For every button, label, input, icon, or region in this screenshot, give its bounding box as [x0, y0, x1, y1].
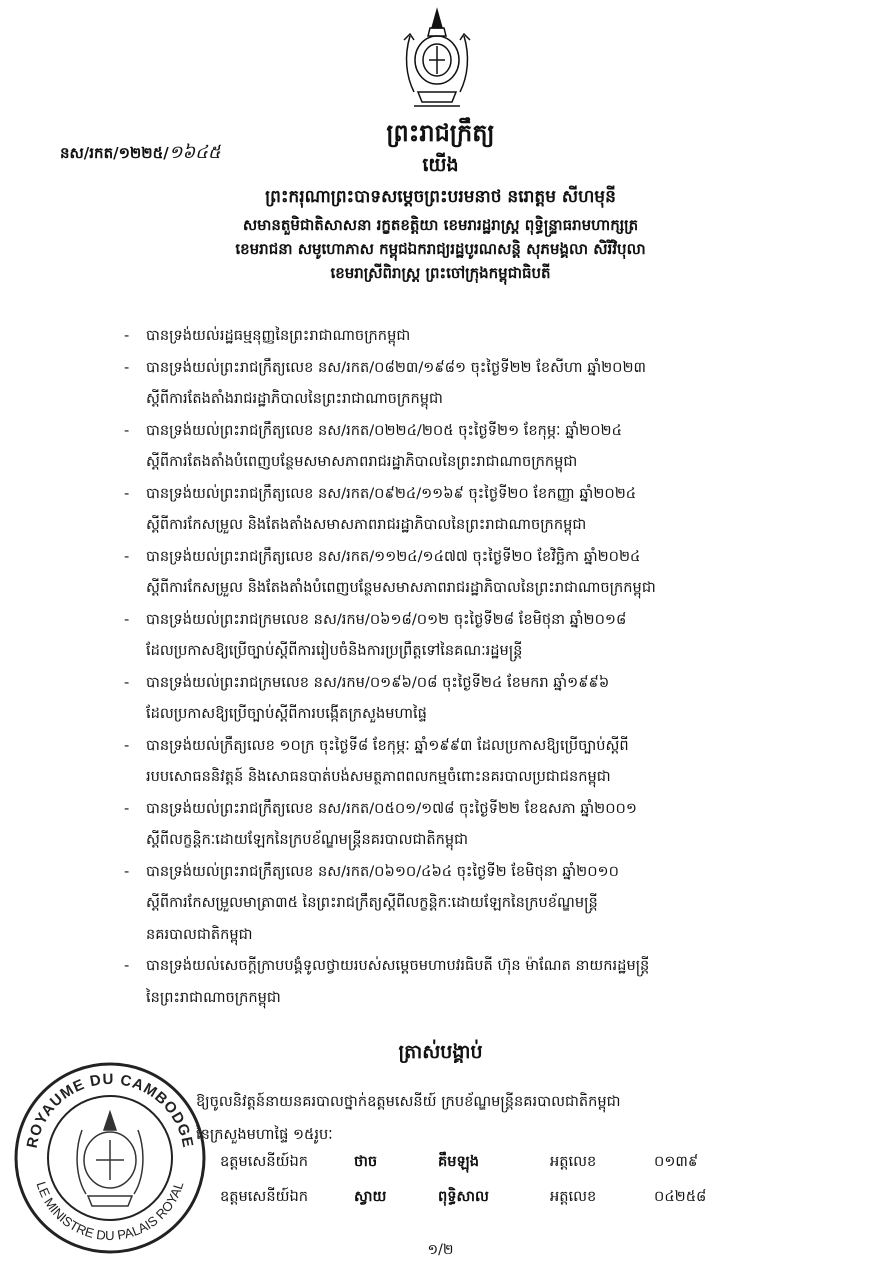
reference-line: ស្តីពីការតែងតាំងរាជរដ្ឋាភិបាលនៃព្រះរាជាណាចក្រកម្ពុជា [146, 390, 443, 407]
king-titles-line-2: ខេមរាជនា សមូហោភាស កម្ពុជឯករាជ្យរដ្ឋបូរណសន្តិ សុភមង្គលា សិរីវិបុលា [235, 240, 646, 258]
seal-text-top: ROYAUME DU CAMBODGE [23, 1070, 197, 1150]
reference-item [132, 950, 812, 1013]
reference-item [132, 793, 812, 856]
reference-item [132, 856, 812, 951]
officer-family-name: ស្វាយ [354, 1188, 387, 1205]
decree-heading: ត្រាស់បង្គាប់ [398, 1041, 483, 1063]
king-titles-line-1: សមានតួមិជាតិសាសនា រក្ខតខត្តិយា ខេមរារដ្ឋរាស្ត្រ ពុទ្ធិន្ទ្រាធរាមហាក្សត្រ [242, 216, 639, 234]
reference-line: ស្តីពីការកែសម្រួលមាត្រា៣៥ នៃព្រះរាជក្រឹត្យស្តីពីលក្ខន្តិកៈដោយឡែកនៃក្របខ័ណ្ឌមន្ត្រី [146, 894, 598, 911]
reference-list [132, 320, 812, 1013]
reference-line: - បានទ្រង់យល់ព្រះរាជក្រឹត្យលេខ នស/រកត/០២២៤/២០៥ ចុះថ្ងៃទី២១ ខែកុម្ភៈ ឆ្នាំ២០២៤ [146, 421, 622, 439]
reference-line: - បានទ្រង់យល់ព្រះរាជក្រឹត្យលេខ នស/រកត/១១២៤/១៤៧៧ ចុះថ្ងៃទី២០ ខែវិច្ឆិកា ឆ្នាំ២០២៤ [146, 547, 641, 565]
seal-text-bottom: LE MINISTRE DU PALAIS ROYAL [33, 1179, 187, 1244]
reference-item [132, 352, 812, 415]
article-line: នៃក្រសួងមហាផ្ទៃ ១៥រូបៈ [196, 1126, 333, 1143]
officer-rank: ឧត្តមសេនីយ៍ឯក [220, 1153, 309, 1170]
officer-given-name: ពុទ្ធិសាល [438, 1188, 489, 1205]
officer-given-name: គឹមឡុង [438, 1153, 479, 1170]
document-subtitle: យើង [422, 154, 459, 176]
reference-line: របបសោធននិវត្តន៍ និងសោធនបាត់បង់សមត្ថភាពពលកម្មចំពោះនគរបាលប្រជាជនកម្ពុជា [146, 768, 611, 785]
reference-line: - បានទ្រង់យល់រដ្ឋធម្មនុញ្ញនៃព្រះរាជាណាចក្រកម្ពុជា [146, 327, 411, 344]
page-number: ១/២ [427, 1242, 454, 1258]
royal-emblem-icon [400, 6, 474, 112]
reference-line: - បានទ្រង់យល់ព្រះរាជក្រឹត្យលេខ នស/រកត/០៦១០/៤៦៤ ចុះថ្ងៃទី២ ខែមិថុនា ឆ្នាំ២០១០ [146, 862, 619, 880]
reference-line: ស្តីពីការកែសម្រួល និងតែងតាំងបំពេញបន្ថែមសមាសភាពរាជរដ្ឋាភិបាលនៃព្រះរាជាណាចក្រកម្ពុជា [146, 579, 656, 596]
reference-line: ស្តីពីលក្ខន្តិកៈដោយឡែកនៃក្របខ័ណ្ឌមន្ត្រីនគរបាលជាតិកម្ពុជា [146, 831, 469, 848]
reference-line: នគរបាលជាតិកម្ពុជា [146, 925, 253, 943]
reference-item [132, 730, 812, 793]
officer-number: ០១៣៩ [654, 1153, 699, 1170]
reference-line: - បានទ្រង់យល់ព្រះរាជក្រឹត្យលេខ នស/រកត/០៩២៤/១១៦៩ ចុះថ្ងៃទី២០ ខែកញ្ញា ឆ្នាំ២០២៤ [146, 484, 637, 502]
reference-printed: នស/រកត/១២២៥/ [60, 144, 169, 162]
reference-line: នៃព្រះរាជាណាចក្រកម្ពុជា [146, 988, 281, 1006]
reference-handwritten: ១៦៤៥ [168, 142, 221, 163]
king-titles-line-3: ខេមរាស្រីពិរាស្ត្រ ព្រះចៅក្រុងកម្ពុជាធិបតី [330, 264, 551, 282]
officer-number: ០៤២៥៨ [654, 1188, 707, 1205]
reference-line: ស្តីពីការតែងតាំងបំពេញបន្ថែមសមាសភាពរាជរដ្ឋាភិបាលនៃព្រះរាជាណាចក្រកម្ពុជា [146, 453, 578, 470]
reference-item [132, 541, 812, 604]
palace-seal-icon [12, 1060, 208, 1256]
reference-line: - បានទ្រង់យល់ព្រះរាជក្រឹត្យលេខ នស/រកត/០៥០១/១៧៨ ចុះថ្ងៃទី២២ ខែឧសភា ឆ្នាំ២០០១ [146, 799, 637, 817]
officer-number-label: អត្តលេខ [550, 1188, 597, 1205]
reference-line: ស្តីពីការកែសម្រួល និងតែងតាំងសមាសភាពរាជរដ្ឋាភិបាលនៃព្រះរាជាណាចក្រកម្ពុជា [146, 516, 587, 533]
reference-item [132, 478, 812, 541]
reference-item [132, 667, 812, 730]
reference-item [132, 415, 812, 478]
reference-line: - បានទ្រង់យល់ក្រឹត្យលេខ ១០ក្រ ចុះថ្ងៃទី៨ ខែកុម្ភៈ ឆ្នាំ១៩៩៣ ដែលប្រកាសឱ្យប្រើច្បាប់ស្តីពី [146, 736, 629, 754]
reference-line: - បានទ្រង់យល់ព្រះរាជក្រមលេខ នស/រកម/០៦១៨/០១២ ចុះថ្ងៃទី២៨ ខែមិថុនា ឆ្នាំ២០១៨ [146, 610, 627, 628]
reference-line: ដែលប្រកាសឱ្យប្រើច្បាប់ស្តីពីការបង្កើតក្រសួងមហាផ្ទៃ [146, 705, 427, 722]
king-name: ព្រះករុណាព្រះបាទសម្តេចព្រះបរមនាថ នរោត្តម សីហមុនី [265, 187, 616, 207]
reference-line: ដែលប្រកាសឱ្យប្រើច្បាប់ស្តីពីការរៀបចំនិងការប្រព្រឹត្តទៅនៃគណៈរដ្ឋមន្ត្រី [146, 642, 523, 659]
officer-number-label: អត្តលេខ [550, 1153, 597, 1170]
decree-article [196, 1085, 816, 1151]
reference-line: - បានទ្រង់យល់សេចក្តីក្រាបបង្គំទូលថ្វាយរបស់សម្តេចមហាបវរធិបតី ហ៊ុន ម៉ាណែត នាយករដ្ឋមន្ត្រី [146, 957, 650, 974]
officer-rank: ឧត្តមសេនីយ៍ឯក [220, 1188, 309, 1205]
reference-line: - បានទ្រង់យល់ព្រះរាជក្រឹត្យលេខ នស/រកត/០៨២៣/១៩៨១ ចុះថ្ងៃទី២២ ខែសីហា ឆ្នាំ២០២៣ [146, 358, 646, 376]
officer-family-name: ថាច [354, 1153, 378, 1170]
reference-line: - បានទ្រង់យល់ព្រះរាជក្រមលេខ នស/រកម/០១៩៦/០៨ ចុះថ្ងៃទី២៤ ខែមករា ឆ្នាំ១៩៩៦ [146, 673, 610, 691]
reference-item [132, 320, 812, 352]
document-title: ព្រះរាជក្រឹត្យ [386, 119, 495, 147]
article-line: ឱ្យចូលនិវត្តន៍នាយនគរបាលថ្នាក់ឧត្តមសេនីយ៍ ក្របខ័ណ្ឌមន្ត្រីនគរបាលជាតិកម្ពុជា [196, 1093, 621, 1110]
reference-item [132, 604, 812, 667]
